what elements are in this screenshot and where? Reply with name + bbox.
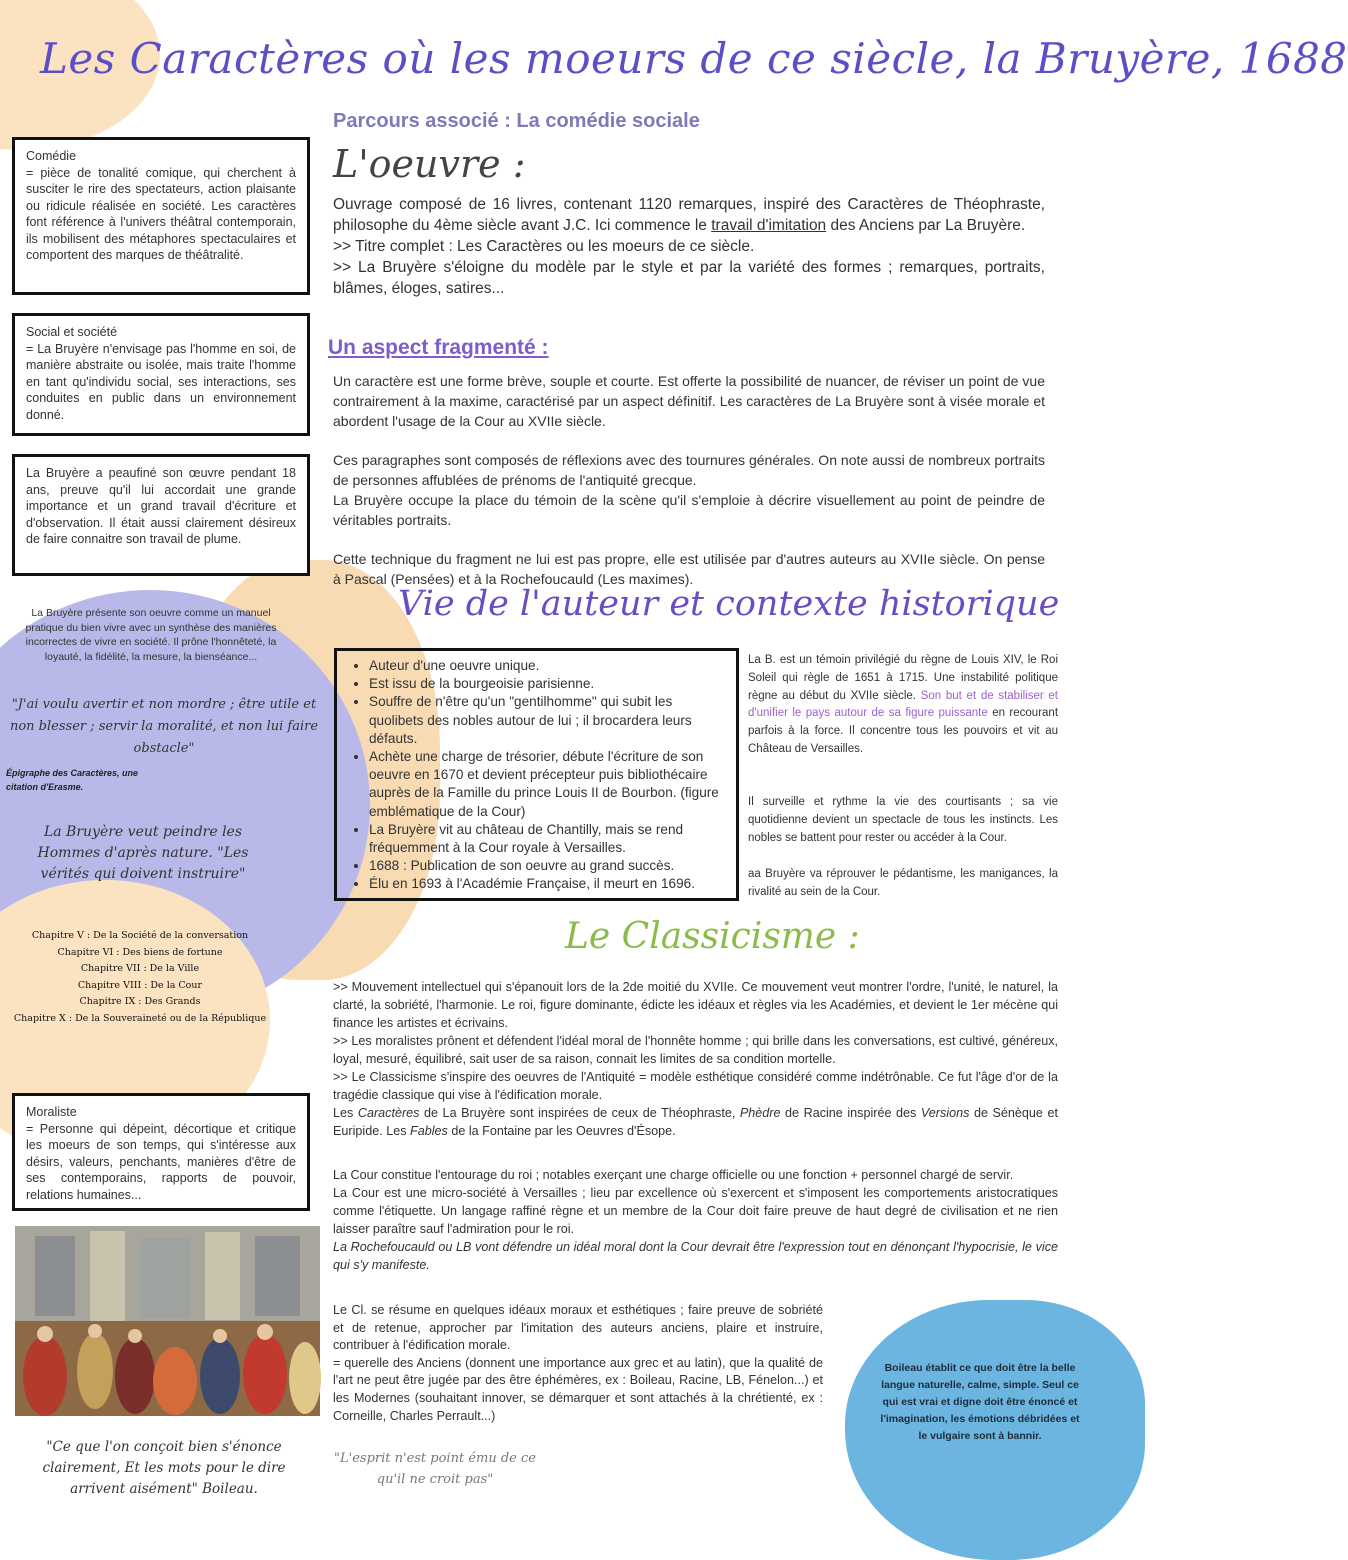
fragment-p2-p3: Ces paragraphes sont composés de réflexions avec des tournures générales. On note aussi de nombreux portraits de personnes affublées de prénoms de l'antiquité grecque. La Bruyère occupe la place du témoin de la scène qu'il s'emploie à décrire visuellement au point de peindre de véritables portraits. xyxy=(333,452,1045,528)
boileau-note: Boileau établit ce que doit être la belle langue naturelle, calme, simple. Seul ce qui est vrai et digne doit être énoncé et l'imagination, les émotions débridées et le vulgaire sont à bannir. xyxy=(880,1362,1080,1442)
author-bullet-list xyxy=(334,648,739,901)
context-p1: La B. est un témoin privilégié du règne de Louis XIV, le Roi Soleil qui règle de 1651 à 1715. Une instabilité politique règne au début du XVIIe siècle. Son but et de stabiliser et d'unifier le pays autour de sa figure puissante en recourant parfois à la force. Il concentre tous les pouvoirs et vit au Château de Versailles. xyxy=(748,654,1059,755)
fragment-heading: Un aspect fragmenté : xyxy=(328,336,549,359)
chapter-list xyxy=(10,928,270,1027)
quote-erasme: "J'ai voulu avertir et non mordre ; être utile et non blesser ; servir la moralité, et non lui faire obstacle" xyxy=(9,697,319,756)
chapter-item: Chapitre V : De la Société de la conversation xyxy=(31,930,249,941)
classicisme-block-3: Le Cl. se résume en quelques idéaux moraux et esthétiques ; faire preuve de sobriété et de retenue, approcher par l'imitation des auteurs anciens, plaire et instruire, contribuer à l'édification morale. = querelle des Anciens (donnent une importance aux grec et au latin), que la qualité de l'art ne peut être jugée par des être éphémères, ex : Boileau, Racine, LB, Fénelon...) et les Modernes (souhaitant innover, se démarquer et sont attachés à la chrétienté, ex : Corneille, Charles Perrault...) xyxy=(333,1303,823,1423)
box-comedie: Comédie = pièce de tonalité comique, qui cherchent à susciter le rire des spectateurs, action plaisante ou ridicule réalisée en société. Les caractères font référence à l'univers théâtral contemporain, ils mobilisent des métaphores spectaculaires et comportent des marques de théâtralité. xyxy=(12,137,310,295)
quote-boileau: "Ce que l'on conçoit bien s'énonce clairement, Et les mots pour le dire arrivent aisément" Boileau. xyxy=(42,1439,286,1497)
classicisme-p4: Les Caractères de La Bruyère sont inspirées de ceux de Théophraste, Phèdre de Racine inspirée des Versions de Sénèque et Euripide. Les Fables de la Fontaine par les Oeuvres d'Ésope. xyxy=(333,1106,1058,1138)
oeuvre-text xyxy=(333,194,1045,299)
fragment-p1: Un caractère est une forme brève, souple et courte. Est offerte la possibilité de nuancer, de réviser un point de vue contrairement à la maxime, caractérisé par un aspect définitif. Les caractères de La Bruyère sont à visée morale et abordent l'usage de la Cour au XVIIe siècle. xyxy=(333,373,1045,429)
bullet-item: • Élu en 1693 à l'Académie Française, il meurt en 1696. xyxy=(369,875,722,893)
bullet-item: • Est issu de la bourgeoisie parisienne. xyxy=(369,675,722,693)
oeuvre-p2: >> Titre complet : Les Caractères ou les moeurs de ce siècle. xyxy=(333,238,755,255)
quote-peindre: La Bruyère veut peindre les Hommes d'après nature. "Les vérités qui doivent instruire" xyxy=(37,824,249,882)
quote-esprit: "L'esprit n'est point ému de ce qu'il ne croit pas" xyxy=(334,1451,536,1487)
versailles-court-painting xyxy=(15,1226,320,1416)
bullet-item: • Auteur d'une oeuvre unique. xyxy=(369,657,722,675)
classicisme-heading: Le Classicisme : xyxy=(565,916,860,957)
sidebar-intro: La Bruyère présente son oeuvre comme un manuel pratique du bien vivre avec un synthèse des manières incorrectes de vivre en société. Il prône l'honnêteté, la loyauté, la fidélité, la mesure, la bienséance... xyxy=(25,607,277,663)
oeuvre-p1: Ouvrage composé de 16 livres, contenant 1120 remarques, inspiré des Caractères de Théophraste, philosophe du 4ème siècle avant J.C. Ici commence le travail d'imitation des Anciens par La Bruyère. xyxy=(333,196,1045,234)
box-social: Social et société = La Bruyère n'envisage pas l'homme en soi, de manière abstraite ou isolée, mais traite l'homme en tant qu'individu social, ses interactions, ses conduites en public dans un environnement donné. xyxy=(12,313,310,436)
chapter-item: Chapitre VIII : De la Cour xyxy=(77,979,203,991)
chapter-item: Chapitre VI : Des biens de fortune xyxy=(57,946,223,958)
oeuvre-p3: >> La Bruyère s'éloigne du modèle par le style et par la variété des formes ; remarques, portraits, blâmes, éloges, satires... xyxy=(333,259,1045,297)
chapter-item: Chapitre X : De la Souveraineté ou de la République xyxy=(13,1012,267,1024)
box-moraliste: Moraliste = Personne qui dépeint, décortique et critique les moeurs de son temps, qui s'intéresse aux désirs, valeurs, penchants, manières d'être de ses contemporains, rapports de pouvoir, relations humaines... xyxy=(12,1093,310,1211)
box-peaufine: La Bruyère a peaufiné son œuvre pendant 18 ans, preuve qu'il lui accordait une grande importance et un grand travail d'écriture et d'observation. Il était aussi clairement désireux de faire connaitre son travail de plume. xyxy=(12,454,310,576)
context-p2: Il surveille et rythme la vie des courtisants ; sa vie quotidienne devient un spectacle de tous les instincts. Les nobles se battent pour rester ou accéder à la Cour. xyxy=(748,796,1058,844)
chapter-item: Chapitre VII : De la Ville xyxy=(80,963,200,974)
bullet-item: • Souffre de n'être qu'un "gentilhomme" qui subit les quolibets des nobles autour de lui ; il brocardera leurs défauts. xyxy=(369,693,722,748)
chapter-item: Chapitre IX : Des Grands xyxy=(79,996,201,1007)
classicisme-block-2: La Cour constitue l'entourage du roi ; notables exerçant une charge officielle ou une fonction + personnel chargé de servir. La Cour est une micro-société à Versailles ; lieu par excellence où s'exercent et s'imposent les comportements aristocratiques comme l'étiquette. Un langage raffiné règne et un membre de la Cour doit faire preuve de haut degré de civilisation et ne rien laisser paraître sauf l'admiration pour le roi. La Rochefoucauld ou LB vont défendre un idéal moral dont la Cour devrait être l'expression tout en dénonçant l'hypocrisie, le vice qui s'y manifeste. xyxy=(333,1168,1058,1272)
bullet-item: • Achète une charge de trésorier, débute l'écriture de son oeuvre en 1670 et devient précepteur puis bibliothécaire auprès de la Famille du prince Louis II de Bourbon. (figure emblématique de la Cour) xyxy=(369,748,722,821)
subtitle: Parcours associé : La comédie sociale xyxy=(333,110,700,132)
classicisme-block-1: >> Mouvement intellectuel qui s'épanouit lors de la 2de moitié du XVIIe. Ce mouvement veut montrer l'ordre, l'unité, le naturel, la clarté, la sobriété, l'harmonie. Le roi, figure dominante, édicte les idéaux et règles via les Académies, et devient le 1er mécène qui finance les artistes et écrivains. >> Les moralistes prônent et défendent l'idéal moral de l'honnête homme ; qui brille dans les conversations, est cultivé, généreux, loyal, mesuré, équilibré, sait user de sa raison, connait les limites de sa condition mortelle. >> Le Classicisme s'inspire des oeuvres de l'Antiquité = modèle esthétique considéré comme indétrônable. Ce fut l'âge d'or de la tragédie classique qui vise à l'édification morale. Les Caractères de La Bruyère sont inspirées de ceux de Théophraste, Phèdre de Racine inspirée des Versions de Sénèque et Euripide. Les Fables de la Fontaine par les Oeuvres d'Ésope. xyxy=(333,980,1058,1138)
bullet-item: • 1688 : Publication de son oeuvre au grand succès. xyxy=(369,857,722,875)
page-title: Les Caractères où les moeurs de ce siècle, la Bruyère, 1688 xyxy=(40,34,1348,83)
vie-heading: Vie de l'auteur et contexte historique xyxy=(398,584,1060,624)
fragment-p4: Cette technique du fragment ne lui est pas propre, elle est utilisée par d'autres auteurs au XVIIe siècle. On pense à Pascal (Pensées) et à la Rochefoucauld (Les maximes). xyxy=(333,551,1045,587)
oeuvre-heading: L'oeuvre : xyxy=(333,142,526,186)
epigraph-caption: Épigraphe des Caractères, une citation d'Erasme. xyxy=(6,768,139,792)
bullet-item: • La Bruyère vit au château de Chantilly, mais se rend fréquemment à la Cour royale à Versailles. xyxy=(369,821,722,857)
context-p3: aa Bruyère va réprouver le pédantisme, les manigances, la rivalité au sein de la Cour. xyxy=(748,868,1058,898)
